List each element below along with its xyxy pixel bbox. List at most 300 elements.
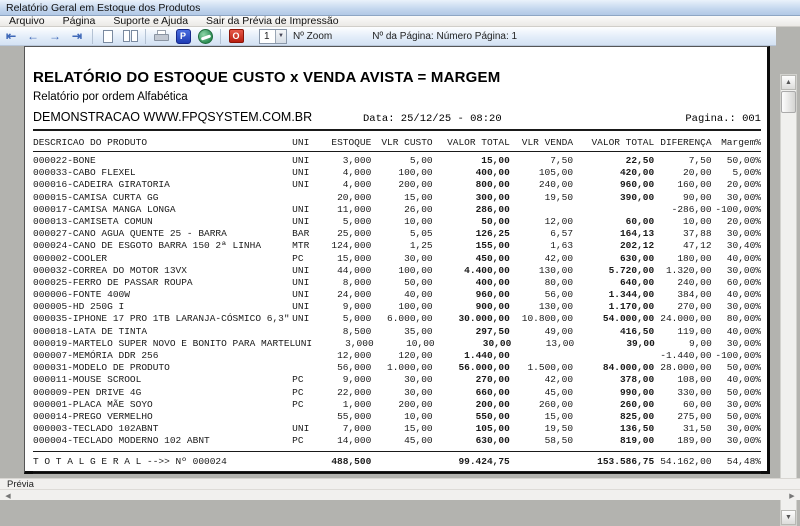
report-page-number: Pagina.: 001 bbox=[685, 113, 761, 125]
last-page-icon: ⇥ bbox=[71, 29, 83, 43]
table-cell: 000019-MARTELO SUPER NOVO E BONITO PARA MARTEL bbox=[33, 337, 296, 349]
table-cell: 30,00 bbox=[482, 337, 512, 349]
table-cell: 30,00% bbox=[726, 301, 762, 313]
table-cell: 15,000 bbox=[337, 252, 372, 264]
table-cell: 800,00 bbox=[475, 179, 510, 191]
page-number-label: Nº da Página: Número Página: 1 bbox=[372, 30, 518, 42]
table-cell: 30,00 bbox=[404, 252, 433, 264]
table-cell: 6.000,00 bbox=[387, 313, 433, 325]
table-cell: 9,000 bbox=[342, 301, 372, 313]
table-row bbox=[33, 155, 761, 167]
table-cell: 119,00 bbox=[677, 325, 712, 337]
table-cell: 100,00 bbox=[398, 264, 433, 276]
toolbar-separator bbox=[220, 29, 221, 44]
table-cell: 24,000 bbox=[337, 289, 372, 301]
table-cell: 11,000 bbox=[337, 203, 372, 215]
table-cell: 960,00 bbox=[619, 179, 655, 191]
report-date: Data: 25/12/25 - 08:20 bbox=[363, 113, 502, 125]
table-cell: 000016-CADEIRA GIRATORIA bbox=[33, 179, 170, 191]
table-cell: 4.400,00 bbox=[464, 264, 510, 276]
table-cell: 60,00% bbox=[726, 276, 762, 288]
column-header: DESCRICAO DO PRODUTO bbox=[33, 137, 148, 148]
table-cell: PC bbox=[292, 398, 304, 410]
total-vlr-venda bbox=[510, 454, 573, 469]
table-cell: 15,00 bbox=[404, 191, 433, 203]
table-cell: 000011-MOUSE SCROOL bbox=[33, 374, 142, 386]
table-cell: 56,00 bbox=[544, 289, 574, 301]
report-company: DEMONSTRACAO WWW.FPQSYSTEM.COM.BR bbox=[33, 110, 313, 124]
table-row bbox=[33, 253, 761, 265]
menu-item-0[interactable]: Arquivo bbox=[9, 15, 45, 27]
next-page-icon: → bbox=[49, 29, 61, 43]
table-cell: 37,88 bbox=[683, 228, 712, 240]
column-header: VLR VENDA bbox=[521, 137, 574, 148]
total-diferenca: 54.162,00 bbox=[660, 455, 712, 467]
column-header: ESTOQUE bbox=[331, 137, 372, 148]
table-cell: 000017-CAMISA MANGA LONGA bbox=[33, 203, 176, 215]
table-cell: 000005-HD 250G I bbox=[33, 301, 125, 313]
table-cell: 1.440,00 bbox=[464, 350, 510, 361]
table-cell: 58,50 bbox=[544, 435, 574, 447]
table-cell: 5,00% bbox=[732, 167, 762, 179]
table-cell: 7,50 bbox=[550, 155, 574, 166]
scroll-right-icon[interactable]: ▶ bbox=[789, 492, 795, 500]
table-cell: 825,00 bbox=[619, 410, 655, 422]
column-header: VALOR TOTAL bbox=[447, 137, 510, 148]
export-button[interactable] bbox=[195, 28, 215, 45]
zoom-dropdown-arrow-icon[interactable]: ▼ bbox=[275, 30, 286, 43]
table-cell: UNI bbox=[292, 276, 310, 288]
table-cell: -100,00% bbox=[715, 203, 762, 215]
table-cell: 30,00% bbox=[726, 191, 762, 203]
table-cell: PC bbox=[292, 386, 304, 398]
table-cell: 20,000 bbox=[337, 191, 372, 203]
table-cell: 7,50 bbox=[688, 155, 712, 166]
table-cell: 39,00 bbox=[626, 337, 655, 349]
table-cell: 000006-FONTE 400W bbox=[33, 289, 130, 301]
total-row bbox=[33, 454, 761, 469]
table-cell: 60,00 bbox=[683, 398, 712, 410]
total-rule-top bbox=[33, 451, 761, 452]
table-cell: 1.170,00 bbox=[608, 301, 655, 313]
table-cell: 900,00 bbox=[475, 301, 510, 313]
table-cell: 960,00 bbox=[475, 289, 510, 301]
menu-item-1[interactable]: Página bbox=[62, 15, 96, 27]
table-cell: 10,00 bbox=[406, 337, 435, 349]
table-cell: 30,00% bbox=[726, 398, 762, 410]
table-cell: 105,00 bbox=[475, 423, 510, 435]
table-row bbox=[33, 435, 761, 447]
table-row bbox=[33, 313, 761, 325]
table-cell: 200,00 bbox=[398, 398, 433, 410]
table-cell: 378,00 bbox=[619, 374, 655, 386]
table-body bbox=[33, 155, 761, 448]
table-cell: 5,000 bbox=[342, 215, 372, 227]
table-cell: 13,00 bbox=[545, 337, 575, 349]
table-cell: 120,00 bbox=[398, 350, 433, 361]
table-cell: 450,00 bbox=[475, 252, 510, 264]
table-cell bbox=[510, 350, 573, 362]
table-cell: UNI bbox=[292, 264, 310, 276]
close-preview-button[interactable] bbox=[226, 28, 246, 45]
table-cell: 4,000 bbox=[342, 179, 372, 191]
table-row bbox=[33, 362, 761, 374]
table-cell: 3,000 bbox=[342, 155, 372, 166]
table-cell: 260,00 bbox=[619, 398, 655, 410]
table-cell: 819,00 bbox=[619, 435, 655, 447]
table-cell: 1.320,00 bbox=[665, 264, 712, 276]
zoom-select[interactable] bbox=[259, 29, 287, 44]
single-page-icon bbox=[103, 30, 113, 43]
table-cell: 1.344,00 bbox=[608, 289, 655, 301]
table-cell: UNI bbox=[292, 155, 310, 166]
table-cell: 90,00 bbox=[683, 191, 712, 203]
table-cell: UNI bbox=[292, 423, 310, 435]
scroll-up-icon[interactable]: ▲ bbox=[781, 75, 796, 90]
table-cell: UNI bbox=[292, 313, 310, 325]
table-cell: PC bbox=[292, 435, 304, 447]
table-cell: 80,00% bbox=[726, 313, 762, 325]
zoom-value: 1 bbox=[264, 30, 270, 42]
table-cell: 50,00% bbox=[726, 155, 762, 166]
column-header: Margem% bbox=[721, 137, 762, 148]
table-row bbox=[33, 411, 761, 423]
table-row bbox=[33, 179, 761, 191]
table-row bbox=[33, 265, 761, 277]
table-cell: 000007-MEMÓRIA DDR 256 bbox=[33, 350, 159, 361]
table-cell: PC bbox=[292, 252, 304, 264]
table-cell: 384,00 bbox=[677, 289, 712, 301]
table-cell: 000009-PEN DRIVE 4G bbox=[33, 386, 142, 398]
table-cell: 300,00 bbox=[475, 191, 510, 203]
table-cell: 630,00 bbox=[619, 252, 655, 264]
table-cell: 260,00 bbox=[538, 398, 574, 410]
table-row bbox=[33, 289, 761, 301]
total-margem: 54,48% bbox=[726, 455, 761, 467]
table-row bbox=[33, 204, 761, 216]
table-cell: 7,000 bbox=[342, 423, 372, 435]
table-cell: 84.000,00 bbox=[602, 362, 655, 374]
menu-item-3[interactable]: Sair da Prévia de Impressão bbox=[206, 15, 339, 27]
table-row bbox=[33, 228, 761, 240]
table-cell: 240,00 bbox=[677, 276, 712, 288]
table-cell: UNI bbox=[295, 337, 313, 349]
window-title: Relatório Geral em Estoque dos Produtos bbox=[6, 2, 201, 14]
report-subtitle: Relatório por ordem Alfabética bbox=[33, 91, 188, 103]
table-cell: 40,00% bbox=[726, 374, 762, 386]
table-cell bbox=[573, 204, 654, 216]
previous-page-icon: ← bbox=[27, 29, 39, 43]
scroll-left-icon[interactable]: ◀ bbox=[5, 492, 11, 500]
table-cell: 22,50 bbox=[625, 155, 655, 166]
table-cell: 000032-CORREA DO MOTOR 13VX bbox=[33, 264, 187, 276]
table-cell: 202,12 bbox=[619, 240, 655, 252]
table-cell: 1.500,00 bbox=[527, 362, 574, 374]
header-rule bbox=[33, 129, 761, 131]
total-rule-bottom bbox=[33, 471, 761, 474]
table-cell: 8,500 bbox=[342, 325, 372, 337]
table-cell: 42,00 bbox=[544, 252, 574, 264]
table-row bbox=[33, 301, 761, 313]
table-cell: 200,00 bbox=[398, 179, 433, 191]
total-valor-custo: 99.424,75 bbox=[458, 455, 510, 467]
first-page-icon: ⇤ bbox=[5, 29, 17, 43]
table-cell: 45,00 bbox=[404, 435, 433, 447]
table-cell: 30,00% bbox=[726, 337, 761, 349]
two-page-icon bbox=[123, 30, 138, 42]
report-page bbox=[24, 46, 770, 474]
table-cell: 10,00 bbox=[404, 410, 433, 422]
table-cell: 45,00 bbox=[544, 386, 574, 398]
table-cell: 31,50 bbox=[683, 423, 712, 435]
table-cell: 108,00 bbox=[677, 374, 712, 386]
table-cell: 126,25 bbox=[475, 228, 510, 240]
table-cell: 200,00 bbox=[475, 398, 510, 410]
table-cell: 270,00 bbox=[677, 301, 712, 313]
table-cell: 000003-TECLADO 102ABNT bbox=[33, 423, 159, 435]
table-cell: 20,00% bbox=[726, 179, 762, 191]
table-cell: 6,57 bbox=[550, 228, 574, 240]
table-cell: 55,000 bbox=[337, 410, 372, 422]
table-cell: 1,63 bbox=[550, 240, 574, 252]
total-valor-venda: 153.586,75 bbox=[597, 455, 655, 467]
table-row bbox=[33, 277, 761, 289]
close-preview-icon: O bbox=[229, 29, 244, 43]
single-page-view-button[interactable] bbox=[98, 28, 118, 45]
toolbar-separator bbox=[92, 29, 93, 44]
table-cell: 124,000 bbox=[331, 240, 372, 252]
column-header-rule bbox=[33, 151, 761, 152]
table-cell: 30,40% bbox=[726, 240, 762, 252]
table-cell bbox=[573, 350, 654, 362]
table-cell: 50,00 bbox=[404, 276, 433, 288]
table-row bbox=[33, 338, 761, 350]
table-cell: 15,00 bbox=[481, 155, 510, 166]
print-setup-icon: P bbox=[176, 29, 191, 44]
table-cell bbox=[290, 362, 322, 374]
table-cell: 420,00 bbox=[619, 167, 655, 179]
vertical-scrollbar-thumb[interactable] bbox=[781, 91, 796, 113]
table-cell: UNI bbox=[292, 289, 310, 301]
table-cell: 40,00% bbox=[726, 252, 762, 264]
table-cell: 550,00 bbox=[475, 410, 510, 422]
table-cell: 000027-CANO AGUA QUENTE 25 - BARRA bbox=[33, 228, 227, 240]
table-cell: PC bbox=[292, 374, 304, 386]
table-cell: 000024-CANO DE ESGOTO BARRA 150 2ª LINHA bbox=[33, 240, 262, 252]
table-row bbox=[33, 326, 761, 338]
table-cell: -100,00% bbox=[715, 350, 762, 361]
table-cell: 400,00 bbox=[475, 167, 510, 179]
table-row bbox=[33, 423, 761, 435]
table-cell: 136,50 bbox=[619, 423, 655, 435]
table-cell: 10,00 bbox=[404, 215, 433, 227]
report-table bbox=[33, 136, 761, 474]
table-cell: 000022-BONE bbox=[33, 155, 96, 166]
table-cell: 9,00 bbox=[689, 337, 712, 349]
table-cell: 56,000 bbox=[337, 362, 372, 374]
table-cell: 164,13 bbox=[619, 228, 655, 240]
table-cell: 20,00 bbox=[683, 167, 712, 179]
table-cell: 130,00 bbox=[538, 264, 574, 276]
table-cell: 20,00% bbox=[726, 215, 762, 227]
table-cell: -286,00 bbox=[671, 203, 712, 215]
table-cell: 189,00 bbox=[677, 435, 712, 447]
table-cell: 000001-PLACA MÃE SOYO bbox=[33, 398, 153, 410]
table-row bbox=[33, 240, 761, 252]
column-header: DIFERENÇA bbox=[660, 137, 712, 148]
print-setup-button[interactable] bbox=[173, 28, 193, 45]
table-cell: 5.720,00 bbox=[608, 264, 655, 276]
printer-icon bbox=[154, 30, 169, 43]
table-cell: 12,00 bbox=[544, 215, 574, 227]
menu-item-2[interactable]: Suporte e Ajuda bbox=[113, 15, 189, 27]
table-cell: 400,00 bbox=[475, 276, 510, 288]
table-cell: 990,00 bbox=[619, 386, 655, 398]
table-cell: 40,00% bbox=[726, 325, 762, 337]
table-cell: UNI bbox=[292, 215, 310, 227]
table-cell: 42,00 bbox=[544, 374, 574, 386]
table-row bbox=[33, 216, 761, 228]
table-cell: 180,00 bbox=[677, 252, 712, 264]
status-bar bbox=[0, 478, 800, 489]
table-row bbox=[33, 387, 761, 399]
previous-page-button[interactable] bbox=[23, 28, 43, 45]
table-cell: 30,00 bbox=[404, 386, 433, 398]
table-cell: 60,00 bbox=[625, 215, 655, 227]
table-row bbox=[33, 374, 761, 386]
table-row bbox=[33, 192, 761, 204]
table-cell bbox=[290, 411, 322, 423]
table-cell: 25,000 bbox=[337, 228, 372, 240]
table-cell: 19,50 bbox=[544, 191, 574, 203]
table-cell: 30,00% bbox=[726, 264, 762, 276]
table-cell bbox=[290, 192, 322, 204]
table-cell: 155,00 bbox=[475, 240, 510, 252]
table-cell: 47,12 bbox=[683, 240, 712, 252]
table-cell: 44,000 bbox=[337, 264, 372, 276]
table-cell: 240,00 bbox=[538, 179, 574, 191]
table-row bbox=[33, 399, 761, 411]
table-cell: 286,00 bbox=[475, 203, 510, 215]
report-title: RELATÓRIO DO ESTOQUE CUSTO x VENDA AVISTA = MARGEM bbox=[33, 69, 501, 86]
table-cell: 100,00 bbox=[398, 301, 433, 313]
table-cell: 3,000 bbox=[345, 337, 374, 349]
table-cell: MTR bbox=[292, 240, 310, 252]
table-cell bbox=[510, 204, 573, 216]
window-titlebar bbox=[0, 0, 800, 16]
table-cell: -1.440,00 bbox=[660, 350, 712, 361]
menu-bar bbox=[0, 16, 800, 27]
table-cell: 26,00 bbox=[404, 203, 433, 215]
table-cell: 330,00 bbox=[677, 386, 712, 398]
table-cell bbox=[290, 350, 322, 362]
table-cell: 5,00 bbox=[409, 155, 433, 166]
table-cell: 15,00 bbox=[404, 423, 433, 435]
table-cell: 000004-TECLADO MODERNO 102 ABNT bbox=[33, 435, 210, 447]
vertical-scrollbar[interactable] bbox=[780, 74, 797, 526]
table-cell: 8,000 bbox=[342, 276, 372, 288]
print-button[interactable] bbox=[151, 28, 171, 45]
table-cell: 000014-PREGO VERMELHO bbox=[33, 410, 153, 422]
table-cell: 000013-CAMISETA COMUN bbox=[33, 215, 153, 227]
table-cell: UNI bbox=[292, 301, 310, 313]
scroll-down-icon[interactable]: ▼ bbox=[781, 510, 796, 525]
toolbar-separator bbox=[145, 29, 146, 44]
table-cell: 630,00 bbox=[475, 435, 510, 447]
table-cell: 56.000,00 bbox=[458, 362, 510, 374]
column-header: VALOR TOTAL bbox=[591, 137, 655, 148]
table-cell: 5,05 bbox=[409, 228, 433, 240]
status-label: Prévia bbox=[7, 478, 34, 490]
table-cell: 1,000 bbox=[342, 398, 372, 410]
next-page-button[interactable] bbox=[45, 28, 65, 45]
table-cell: 390,00 bbox=[619, 191, 655, 203]
total-estoque: 488,500 bbox=[331, 455, 372, 467]
table-cell: 80,00 bbox=[544, 276, 574, 288]
table-cell: 24.000,00 bbox=[660, 313, 712, 325]
table-cell: 40,00 bbox=[404, 289, 433, 301]
table-cell: 297,50 bbox=[475, 325, 510, 337]
globe-export-icon bbox=[198, 29, 213, 44]
table-cell: 50,00 bbox=[481, 215, 510, 227]
last-page-button[interactable] bbox=[67, 28, 87, 45]
table-cell: 10,00 bbox=[683, 215, 712, 227]
table-cell: 100,00 bbox=[398, 167, 433, 179]
table-cell: 15,00 bbox=[544, 410, 574, 422]
zoom-label: Nº Zoom bbox=[293, 30, 333, 42]
table-cell: 1,25 bbox=[409, 240, 433, 252]
table-cell: 30,00% bbox=[726, 228, 762, 240]
first-page-button[interactable] bbox=[1, 28, 21, 45]
table-header-row bbox=[33, 136, 761, 149]
table-cell: 49,00 bbox=[544, 325, 574, 337]
column-header: VLR CUSTO bbox=[381, 137, 433, 148]
table-cell: 130,00 bbox=[538, 301, 574, 313]
table-cell: 50,00% bbox=[726, 410, 762, 422]
table-cell: 000015-CAMISA CURTA GG bbox=[33, 191, 159, 203]
table-row bbox=[33, 350, 761, 362]
table-cell: 12,000 bbox=[337, 350, 372, 361]
total-label: T O T A L G E R A L -->> Nº 000024 bbox=[33, 455, 227, 467]
table-cell: 30,00 bbox=[404, 374, 433, 386]
table-cell: 22,000 bbox=[337, 386, 372, 398]
two-page-view-button[interactable] bbox=[120, 28, 140, 45]
table-cell: 275,00 bbox=[677, 410, 712, 422]
table-cell: 19,50 bbox=[544, 423, 574, 435]
table-row bbox=[33, 167, 761, 179]
table-cell: 30.000,00 bbox=[458, 313, 510, 325]
table-cell: 5,000 bbox=[342, 313, 372, 325]
toolbar bbox=[0, 27, 776, 46]
table-cell: 270,00 bbox=[475, 374, 510, 386]
table-cell: 35,00 bbox=[404, 325, 433, 337]
table-cell: 4,000 bbox=[342, 167, 372, 179]
table-cell: 10.800,00 bbox=[521, 313, 574, 325]
table-cell: 54.000,00 bbox=[602, 313, 655, 325]
table-cell: 40,00% bbox=[726, 289, 762, 301]
table-cell: 28.000,00 bbox=[660, 362, 712, 374]
table-cell: 000033-CABO FLEXEL bbox=[33, 167, 136, 179]
table-cell: 000035-IPHONE 17 PRO 1TB LARANJA-CÓSMICO 6,3" bbox=[33, 313, 290, 325]
table-cell: 640,00 bbox=[619, 276, 655, 288]
table-cell: 000018-LATA DE TINTA bbox=[33, 325, 148, 337]
horizontal-scrollbar[interactable] bbox=[0, 489, 800, 500]
table-cell: UNI bbox=[292, 179, 310, 191]
table-cell bbox=[290, 326, 322, 338]
table-cell: 160,00 bbox=[677, 179, 712, 191]
table-cell: UNI bbox=[292, 167, 310, 179]
table-cell: 000002-COOLER bbox=[33, 252, 108, 264]
